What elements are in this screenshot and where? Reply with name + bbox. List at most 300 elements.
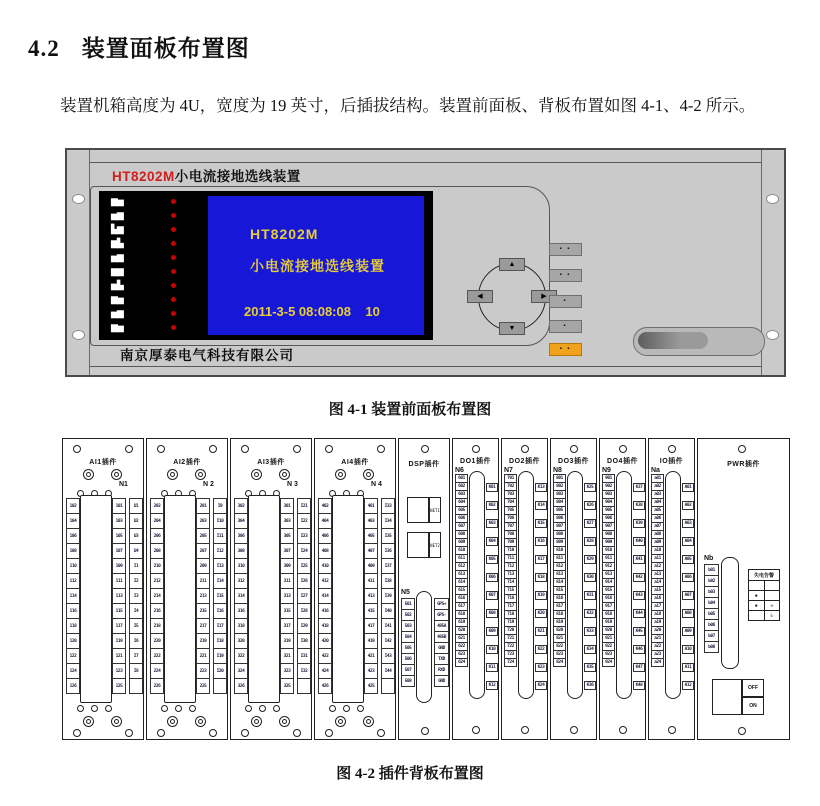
- connector-body: [518, 471, 534, 699]
- pin-column: [651, 475, 664, 667]
- pin-cell: a16: [651, 594, 664, 603]
- pin-cell: 808: [553, 530, 566, 539]
- pin-cell: 810: [553, 546, 566, 555]
- keypad-up-button[interactable]: ▲: [499, 258, 525, 271]
- pin-cell: 712: [504, 562, 517, 571]
- pin-cell: K46: [633, 645, 645, 654]
- pin-cell: 225: [196, 678, 210, 694]
- screw-hole: [73, 445, 81, 453]
- slot-label: IO插件: [659, 458, 684, 465]
- terminal-ring: [279, 716, 290, 727]
- pin-cell: K32: [584, 609, 596, 618]
- pin-cell: b04: [704, 597, 719, 609]
- slot-label: AI1插件: [89, 459, 117, 466]
- terminal-strip: [297, 499, 311, 694]
- pin-cell: 213: [196, 588, 210, 604]
- pin-cell: 609: [455, 538, 468, 547]
- ethernet-jack-label: NET1: [429, 497, 441, 523]
- connector-number: N5: [401, 589, 410, 596]
- pin-cell: I15: [213, 588, 227, 604]
- pin-cell: 907: [602, 522, 615, 531]
- pin-cell: 904: [602, 498, 615, 507]
- connector-number: Nb: [704, 555, 714, 562]
- panel-handle[interactable]: [633, 327, 765, 356]
- pin-cell: 219: [196, 633, 210, 649]
- relay-strip: [682, 483, 694, 699]
- pin-cell: 110: [66, 558, 80, 574]
- pin-cell: 919: [602, 618, 615, 627]
- connector-body: [332, 495, 364, 703]
- pin-cell: I19: [213, 648, 227, 664]
- pin-cell: 206: [150, 528, 164, 544]
- screw-hole: [570, 445, 578, 453]
- pin-cell: 111: [112, 573, 126, 589]
- display-bezel: [99, 191, 433, 340]
- pin-cell: b05: [704, 608, 719, 620]
- pin-cell: 721: [504, 634, 517, 643]
- pin-cell: K18: [535, 573, 547, 582]
- pin-cell: 824: [553, 658, 566, 667]
- screw-hole: [209, 445, 217, 453]
- alarm-row: [748, 611, 780, 621]
- pin-cell: I12: [213, 543, 227, 559]
- pin-cell: I36: [381, 543, 395, 559]
- pin-cell: I9: [213, 498, 227, 514]
- pin-cell: I10: [213, 513, 227, 529]
- connector-body: [616, 471, 632, 699]
- pin-cell: 410: [318, 558, 332, 574]
- section-heading: [28, 30, 250, 63]
- pin-cell: 121: [112, 648, 126, 664]
- led-label: ▅▙: [111, 280, 123, 290]
- pin-cell: I2: [129, 573, 143, 589]
- pin-cell: I27: [297, 588, 311, 604]
- pin-cell: 724: [504, 658, 517, 667]
- pin-cell: b07: [704, 630, 719, 642]
- pin-cell: A11: [682, 663, 694, 672]
- led-dot: [171, 227, 176, 232]
- slot-AI4插件: [314, 438, 396, 740]
- pin-cell: 204: [150, 513, 164, 529]
- small-hole: [189, 705, 196, 712]
- pin-cell: 417: [364, 618, 378, 634]
- led-dot: [171, 241, 176, 246]
- pin-cell: 201: [196, 498, 210, 514]
- pin-cell: I7: [129, 648, 143, 664]
- function-button[interactable]: ▪: [549, 320, 582, 333]
- small-hole: [91, 705, 98, 712]
- pin-cell: 916: [602, 594, 615, 603]
- pin-cell: I37: [381, 558, 395, 574]
- screw-hole: [668, 726, 676, 734]
- pin-cell: 715: [504, 586, 517, 595]
- company-name: 南京厚泰电气科技有限公司: [120, 348, 294, 363]
- screw-hole: [325, 445, 333, 453]
- pin-cell: U1: [129, 498, 143, 514]
- pin-cell: GND: [434, 675, 449, 687]
- pin-cell: 820: [553, 626, 566, 635]
- pin-cell: 501: [401, 598, 415, 610]
- pin-cell: a05: [651, 506, 664, 515]
- pin-column: [504, 475, 517, 667]
- front-panel-figure: [65, 148, 786, 377]
- pin-cell: K31: [584, 591, 596, 600]
- pin-cell: 214: [150, 588, 164, 604]
- connector-number: N 4: [371, 481, 382, 488]
- screw-hole: [521, 726, 529, 734]
- screw-hole: [738, 445, 746, 453]
- pin-cell: 317: [280, 618, 294, 634]
- pin-cell: 107: [112, 543, 126, 559]
- pin-cell: 618: [455, 610, 468, 619]
- terminal-ring: [363, 469, 374, 480]
- led-indicator-column: [99, 191, 208, 340]
- pin-cell: 315: [280, 603, 294, 619]
- slot-PWR插件: [697, 438, 790, 740]
- pin-cell: K44: [633, 609, 645, 618]
- pin-cell: I40: [381, 603, 395, 619]
- screw-hole: [738, 727, 746, 735]
- pin-cell: 416: [318, 603, 332, 619]
- pin-cell: K20: [535, 609, 547, 618]
- pin-cell: 624: [455, 658, 468, 667]
- pin-cell: b06: [704, 619, 719, 631]
- terminal-ring: [335, 716, 346, 727]
- pin-cell: 212: [150, 573, 164, 589]
- mounting-hole: [766, 330, 779, 340]
- pin-cell: 113: [112, 588, 126, 604]
- pin-cell: a24: [651, 658, 664, 667]
- pin-cell: 220: [150, 633, 164, 649]
- pin-cell: 716: [504, 594, 517, 603]
- pin-cell: 901: [602, 474, 615, 483]
- pin-cell: K28: [584, 537, 596, 546]
- pin-cell: 813: [553, 570, 566, 579]
- pin-cell: GPS-: [434, 609, 449, 621]
- keypad-right-button[interactable]: ▶: [531, 290, 557, 303]
- led-label: ▅▆: [111, 308, 123, 318]
- pin-cell: 485A: [434, 620, 449, 632]
- pin-cell: I17: [213, 618, 227, 634]
- lcd-line-model: HT8202M: [250, 226, 319, 242]
- function-button[interactable]: ▪: [549, 295, 582, 308]
- pin-cell: A12: [682, 681, 694, 690]
- small-hole: [77, 705, 84, 712]
- pin-cell: 821: [553, 634, 566, 643]
- right-pin-column: [112, 499, 126, 694]
- pin-cell: I22: [297, 513, 311, 529]
- pin-cell: 823: [553, 650, 566, 659]
- pin-cell: 718: [504, 610, 517, 619]
- power-switch[interactable]: [712, 679, 742, 715]
- pin-cell: 913: [602, 570, 615, 579]
- pin-cell: K47: [633, 663, 645, 672]
- pin-cell: 210: [150, 558, 164, 574]
- pin-cell: b08: [704, 641, 719, 653]
- pin-cell: 610: [455, 546, 468, 555]
- slot-AI1插件: [62, 438, 144, 740]
- pin-cell: 915: [602, 586, 615, 595]
- function-button[interactable]: ▪ ▪: [549, 343, 582, 356]
- pin-cell: I35: [381, 528, 395, 544]
- terminal-strip: [434, 599, 449, 687]
- led-dot: [171, 199, 176, 204]
- pin-cell: K25: [584, 483, 596, 492]
- pin-cell: 920: [602, 626, 615, 635]
- intro-paragraph: 装置机箱高度为 4U，宽度为 19 英寸，后插拔结构。装置前面板、背板布置如图 4-1、4-2 所示。: [60, 96, 756, 115]
- pin-cell: 309: [280, 558, 294, 574]
- pin-cell: 224: [150, 663, 164, 679]
- terminal-ring: [251, 716, 262, 727]
- terminal-ring: [363, 716, 374, 727]
- screw-hole: [570, 726, 578, 734]
- alarm-header: 失电告警: [748, 569, 780, 581]
- slot-label: PWR插件: [727, 461, 760, 468]
- alarm-cell: ▪: [748, 600, 765, 611]
- pin-cell: [297, 678, 311, 694]
- switch-on-label: ON: [742, 697, 764, 715]
- screw-hole: [472, 726, 480, 734]
- pin-cell: 485B: [434, 631, 449, 643]
- alarm-cell: ▪: [748, 590, 765, 601]
- pin-cell: 905: [602, 506, 615, 515]
- pin-cell: a02: [651, 482, 664, 491]
- pin-cell: K30: [584, 573, 596, 582]
- pin-cell: 123: [112, 663, 126, 679]
- pin-cell: K19: [535, 591, 547, 600]
- terminal-ring: [335, 469, 346, 480]
- ethernet-jack: [407, 532, 429, 558]
- terminal-strip: [129, 499, 143, 694]
- connector-number: N7: [504, 467, 513, 474]
- pin-cell: 910: [602, 546, 615, 555]
- pin-cell: 313: [280, 588, 294, 604]
- pin-cell: 221: [196, 648, 210, 664]
- pin-cell: 120: [66, 633, 80, 649]
- pin-cell: 812: [553, 562, 566, 571]
- slot-label: DSP插件: [408, 461, 440, 468]
- pin-cell: 104: [66, 513, 80, 529]
- terminal-ring: [83, 469, 94, 480]
- pin-cell: 621: [455, 634, 468, 643]
- pin-cell: 922: [602, 642, 615, 651]
- screw-hole: [293, 445, 301, 453]
- pin-cell: 218: [150, 618, 164, 634]
- pin-cell: 414: [318, 588, 332, 604]
- connector-body: [248, 495, 280, 703]
- pin-cell: [381, 678, 395, 694]
- pin-cell: 115: [112, 603, 126, 619]
- relay-strip: [584, 483, 596, 699]
- pin-cell: I3: [129, 588, 143, 604]
- pin-cell: K07: [486, 591, 498, 600]
- alarm-table: [748, 569, 780, 621]
- pin-cell: 323: [280, 663, 294, 679]
- ethernet-jack: [407, 497, 429, 523]
- function-button[interactable]: ▪ ▪: [549, 269, 582, 282]
- pin-cell: 909: [602, 538, 615, 547]
- pin-cell: I6: [129, 633, 143, 649]
- pin-cell: 413: [364, 588, 378, 604]
- pin-cell: a04: [651, 498, 664, 507]
- pin-cell: 923: [602, 650, 615, 659]
- pin-cell: 404: [318, 513, 332, 529]
- pin-cell: a17: [651, 602, 664, 611]
- pin-cell: 303: [280, 513, 294, 529]
- pin-cell: 713: [504, 570, 517, 579]
- connector-number: N 2: [203, 481, 214, 488]
- pin-cell: K16: [535, 537, 547, 546]
- led-label: ▅▆: [111, 252, 123, 262]
- left-pin-column: [318, 499, 332, 694]
- slot-label: DO2插件: [509, 458, 540, 465]
- pin-cell: a23: [651, 650, 664, 659]
- pin-cell: K43: [633, 591, 645, 600]
- figure1-caption: 图 4-1 装置前面板布置图: [328, 402, 492, 418]
- pin-cell: 619: [455, 618, 468, 627]
- pin-cell: I26: [297, 573, 311, 589]
- connector-body: [416, 591, 432, 703]
- section-title: 装置面板布置图: [81, 36, 250, 61]
- pin-cell: U3: [129, 528, 143, 544]
- pin-cell: 506: [401, 653, 415, 665]
- screw-hole: [73, 729, 81, 737]
- pin-cell: I38: [381, 573, 395, 589]
- slot-label: DO4插件: [607, 458, 638, 465]
- pin-cell: 319: [280, 633, 294, 649]
- pin-cell: I4: [129, 603, 143, 619]
- pin-cell: 119: [112, 633, 126, 649]
- connector-body: [469, 471, 485, 699]
- pin-cell: a09: [651, 538, 664, 547]
- pin-cell: b03: [704, 586, 719, 598]
- pin-cell: 322: [234, 648, 248, 664]
- pin-cell: K35: [584, 663, 596, 672]
- pin-cell: 815: [553, 586, 566, 595]
- pin-cell: K29: [584, 555, 596, 564]
- pin-cell: K10: [486, 645, 498, 654]
- led-dot: [171, 269, 176, 274]
- pin-cell: 504: [401, 631, 415, 643]
- led-dot: [171, 297, 176, 302]
- pin-cell: 411: [364, 573, 378, 589]
- front-panel-area: [90, 186, 572, 352]
- function-button[interactable]: ▪ ▪: [549, 243, 582, 256]
- connector-body: [80, 495, 112, 703]
- pin-cell: 423: [364, 663, 378, 679]
- pin-cell: I34: [381, 513, 395, 529]
- pin-cell: K38: [633, 501, 645, 510]
- pin-cell: 711: [504, 554, 517, 563]
- pin-cell: I8: [129, 663, 143, 679]
- pin-cell: 607: [455, 522, 468, 531]
- pin-cell: 318: [234, 618, 248, 634]
- mounting-hole: [72, 194, 85, 204]
- pin-cell: a15: [651, 586, 664, 595]
- pin-cell: 602: [455, 482, 468, 491]
- pin-cell: A09: [682, 627, 694, 636]
- pin-cell: I13: [213, 558, 227, 574]
- pin-cell: 503: [401, 620, 415, 632]
- left-pin-column: [66, 499, 80, 694]
- led-label: ▆▙: [111, 238, 123, 248]
- lcd-line-datetime: 2011-3-5 08:08:08 10: [244, 304, 380, 319]
- pin-cell: a18: [651, 610, 664, 619]
- pin-cell: 704: [504, 498, 517, 507]
- relay-strip: [535, 483, 547, 699]
- pin-cell: 425: [364, 678, 378, 694]
- pin-cell: a19: [651, 618, 664, 627]
- pin-cell: 407: [364, 543, 378, 559]
- device-model-text: HT8202M: [112, 169, 175, 184]
- slot-AI2插件: [146, 438, 228, 740]
- pin-cell: K17: [535, 555, 547, 564]
- pin-cell: I33: [381, 498, 395, 514]
- pin-cell: 918: [602, 610, 615, 619]
- pin-cell: 706: [504, 514, 517, 523]
- pin-cell: K48: [633, 681, 645, 690]
- pin-cell: I44: [381, 663, 395, 679]
- keypad-left-button[interactable]: ◀: [467, 290, 493, 303]
- pin-cell: K15: [535, 519, 547, 528]
- device-title: [112, 165, 301, 185]
- led-dot: [171, 311, 176, 316]
- alarm-cell: [748, 610, 765, 621]
- keypad-down-button[interactable]: ▼: [499, 322, 525, 335]
- pin-cell: 421: [364, 648, 378, 664]
- pin-cell: 804: [553, 498, 566, 507]
- pin-cell: K09: [486, 627, 498, 636]
- connector-number: N9: [602, 467, 611, 474]
- pin-cell: K06: [486, 573, 498, 582]
- mounting-hole: [72, 330, 85, 340]
- pin-cell: 406: [318, 528, 332, 544]
- small-hole: [245, 705, 252, 712]
- slot-label: AI3插件: [257, 459, 285, 466]
- pin-cell: 321: [280, 648, 294, 664]
- pin-cell: A04: [682, 537, 694, 546]
- pin-cell: 307: [280, 543, 294, 559]
- pin-cell: 205: [196, 528, 210, 544]
- connector-number: Na: [651, 467, 660, 474]
- pin-cell: 902: [602, 482, 615, 491]
- pin-cell: 604: [455, 498, 468, 507]
- pin-cell: 818: [553, 610, 566, 619]
- small-hole: [343, 705, 350, 712]
- pin-cell: a12: [651, 562, 664, 571]
- pin-cell: K05: [486, 555, 498, 564]
- pin-cell: 817: [553, 602, 566, 611]
- figure2-caption: 图 4-2 插件背板布置图: [336, 766, 484, 782]
- pin-cell: 112: [66, 573, 80, 589]
- pin-cell: I14: [213, 573, 227, 589]
- ethernet-jack-label: NET2: [429, 532, 441, 558]
- led-dot: [171, 325, 176, 330]
- pin-cell: 207: [196, 543, 210, 559]
- pin-cell: a08: [651, 530, 664, 539]
- pin-cell: 312: [234, 573, 248, 589]
- pin-cell: K40: [633, 537, 645, 546]
- pin-cell: 101: [112, 498, 126, 514]
- pin-cell: 409: [364, 558, 378, 574]
- screw-hole: [157, 729, 165, 737]
- left-pin-column: [234, 499, 248, 694]
- pin-cell: 822: [553, 642, 566, 651]
- connector-number: N1: [119, 481, 128, 488]
- slot-DSP插件: [398, 438, 450, 740]
- pin-cell: a14: [651, 578, 664, 587]
- pin-cell: 816: [553, 594, 566, 603]
